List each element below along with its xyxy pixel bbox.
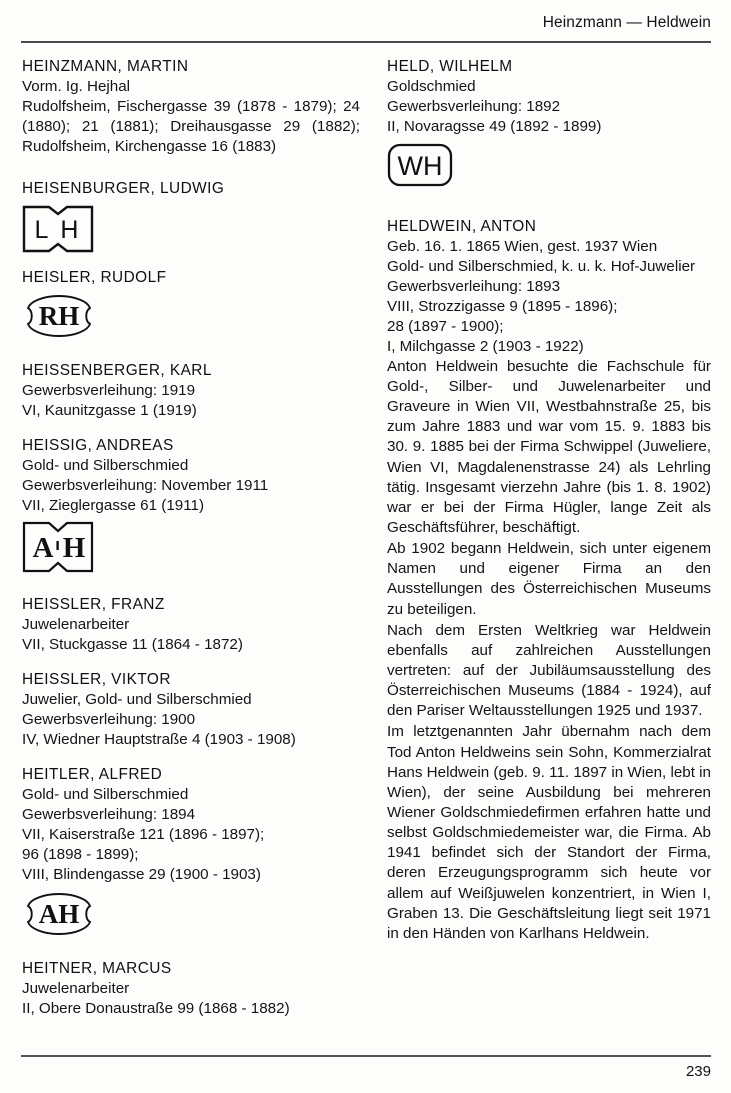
rounded-rectangle-icon [387, 143, 453, 187]
biography-paragraph: Nach dem Ersten Weltkrieg war Heldwein ebenfalls auf zahlreichen Ausstellungen vertreten: auf der Jubiläumsausstellung des Österreichischen Museums (1884 - 1924), auf den Pariser Weltausstellungen 1925 und 1937. [387, 621, 711, 720]
entry-line: VI, Kaunitzgasse 1 (1919) [22, 401, 197, 419]
entry-line: Gewerbsverleihung: 1900 [22, 710, 196, 728]
entry-line: II, Novaragsse 49 (1892 - 1899) [387, 117, 602, 135]
entry-line: Juwelier, Gold- und Silberschmied [22, 690, 252, 708]
spacer [22, 750, 360, 765]
header-rule [21, 41, 711, 43]
entry-line: 96 (1898 - 1899); [22, 845, 139, 863]
entry-line: VII, Stuckgasse 11 (1864 - 1872) [22, 635, 243, 653]
entry-heisenburger-ludwig [22, 179, 360, 253]
entry-line: II, Obere Donaustraße 99 (1868 - 1882) [22, 999, 290, 1017]
hallmark-rh [22, 293, 360, 339]
entry-line: Gewerbsverleihung: 1919 [22, 382, 196, 399]
hallmark-wh [387, 143, 711, 187]
entry-line: VII, Kaiserstraße 121 (1896 - 1897); [22, 825, 265, 843]
notched-oval-icon [22, 293, 96, 339]
entry-heitner-marcus [22, 959, 360, 1019]
entry-line: Gewerbsverleihung: November 1911 [22, 476, 269, 494]
spacer [22, 157, 360, 179]
right-column [387, 57, 711, 944]
spacer [22, 937, 360, 959]
spacer [22, 421, 360, 436]
spacer [22, 573, 360, 595]
entry-name: HELDWEIN, ANTON [387, 217, 537, 235]
entry-line: Gewerbsverleihung: 1894 [22, 805, 196, 823]
entry-line: Gewerbsverleihung: 1893 [387, 277, 561, 295]
entry-line: VIII, Strozzigasse 9 (1895 - 1896); [387, 297, 618, 315]
spacer [387, 187, 711, 217]
entry-heissenberger-karl [22, 361, 360, 421]
entry-line: Vorm. Ig. Hejhal [22, 78, 131, 96]
entry-heissler-franz [22, 595, 360, 655]
notched-rectangle-icon [22, 521, 94, 573]
spacer [22, 655, 360, 670]
left-column [22, 57, 360, 1019]
entry-line: Juwelenarbeiter [22, 615, 130, 633]
entry-line: Gold- und Silberschmied [22, 456, 189, 474]
svg-text:WH: WH [397, 150, 443, 181]
hallmark-ah-rect [22, 521, 360, 573]
biography-paragraph: Im letztgenannten Jahr übernahm nach dem Tod Anton Heldweins sein Sohn, Kommerzialrat Hans Heldwein (geb. 9. 11. 1897 in Wien, lebt in Wien), der seine Ausbildung bei mehreren Wiener Goldschmiedefirmen erfahren hatte und selbst Goldschmiedemeister war, die Firma. Ab 1941 befindet sich der Standort der Firma, deren Erzeugungsprogramm sich heute vor allem auf Weißjuwelen konzentriert, in Wien I, Graben 13. Die Geschäftsleitung liegt seit 1971 in den Händen von Karlhans Heldwein. [387, 723, 711, 942]
entry-heissig-andreas [22, 436, 360, 573]
svg-text:H: H [62, 531, 86, 564]
entry-heissler-viktor [22, 670, 360, 750]
entry-name: HEINZMANN, MARTIN [22, 58, 189, 75]
entry-line: Geb. 16. 1. 1865 Wien, gest. 1937 Wien [387, 237, 658, 255]
entry-name: HEISLER, RUDOLF [22, 268, 167, 286]
svg-text:A: A [32, 531, 54, 564]
entry-name: HEISENBURGER, LUDWIG [22, 179, 225, 197]
entry-line: Rudolfsheim, Fischergasse 39 (1878 - 1879); 24 (1880); 21 (1881); Dreihausgasse 29 (1882); Rudolfsheim, Kirchengasse 16 (1883) [22, 98, 360, 155]
entry-heisler-rudolf [22, 268, 360, 339]
entry-line: 28 (1897 - 1900); [387, 317, 504, 335]
entry-name: HEITLER, ALFRED [22, 765, 163, 783]
entry-line: I, Milchgasse 2 (1903 - 1922) [387, 337, 584, 355]
hallmark-lh [22, 205, 360, 253]
entry-line: VIII, Blindengasse 29 (1900 - 1903) [22, 865, 261, 883]
spacer [22, 253, 360, 268]
notched-rectangle-icon [22, 205, 94, 253]
spacer [22, 339, 360, 361]
svg-text:L H: L H [34, 215, 82, 244]
svg-text:AH: AH [38, 898, 80, 929]
notched-oval-icon [22, 891, 96, 937]
entry-name: HELD, WILHELM [387, 58, 513, 75]
biography-paragraph: Ab 1902 begann Heldwein, sich unter eigenem Namen und eigener Firma an den Ausstellungen des Österreichischen Museums zu beteiligen. [387, 540, 711, 618]
hallmark-ah-oval [22, 891, 360, 937]
entry-name: HEITNER, MARCUS [22, 959, 172, 977]
entry-name: HEISSENBERGER, KARL [22, 361, 212, 379]
entry-line: Juwelenarbeiter [22, 979, 130, 997]
biography-paragraph: Anton Heldwein besuchte die Fachschule für Gold-, Silber- und Juwelenarbeiter und Graveure in Wien VII, Westbahnstraße 25, bis zum Jahre 1883 und war vom 15. 9. 1883 bis 30. 9. 1885 bei der Firma Schwippel (Juweliere, Wien VI, Magdalenenstrasse 24) als Lehrling tätig. Insgesamt vierzehn Jahre (bis 1. 8. 1902) war er bei der Firma Hügler, lange Zeit als Geschäftsführer, beschäftigt. [387, 357, 711, 537]
entry-line: VII, Zieglergasse 61 (1911) [22, 496, 205, 514]
running-head: Heinzmann — Heldwein [542, 14, 711, 31]
entry-name: HEISSIG, ANDREAS [22, 436, 174, 454]
entry-line: Gold- und Silberschmied [22, 785, 189, 803]
entry-name: HEISSLER, VIKTOR [22, 670, 171, 688]
entry-heldwein-anton [387, 217, 711, 357]
svg-text:RH: RH [38, 300, 80, 331]
entry-line: Gewerbsverleihung: 1892 [387, 98, 561, 115]
entry-name: HEISSLER, FRANZ [22, 595, 165, 613]
entry-held-wilhelm [387, 57, 711, 187]
entry-line: Goldschmied [387, 78, 476, 96]
entry-heitler-alfred [22, 765, 360, 937]
footer-rule [21, 1055, 711, 1057]
entry-line: Gold- und Silberschmied, k. u. k. Hof-Juwelier [387, 257, 696, 275]
entry-heinzmann-martin [22, 57, 360, 157]
entry-line: IV, Wiedner Hauptstraße 4 (1903 - 1908) [22, 730, 296, 748]
page-number: 239 [685, 1063, 711, 1080]
